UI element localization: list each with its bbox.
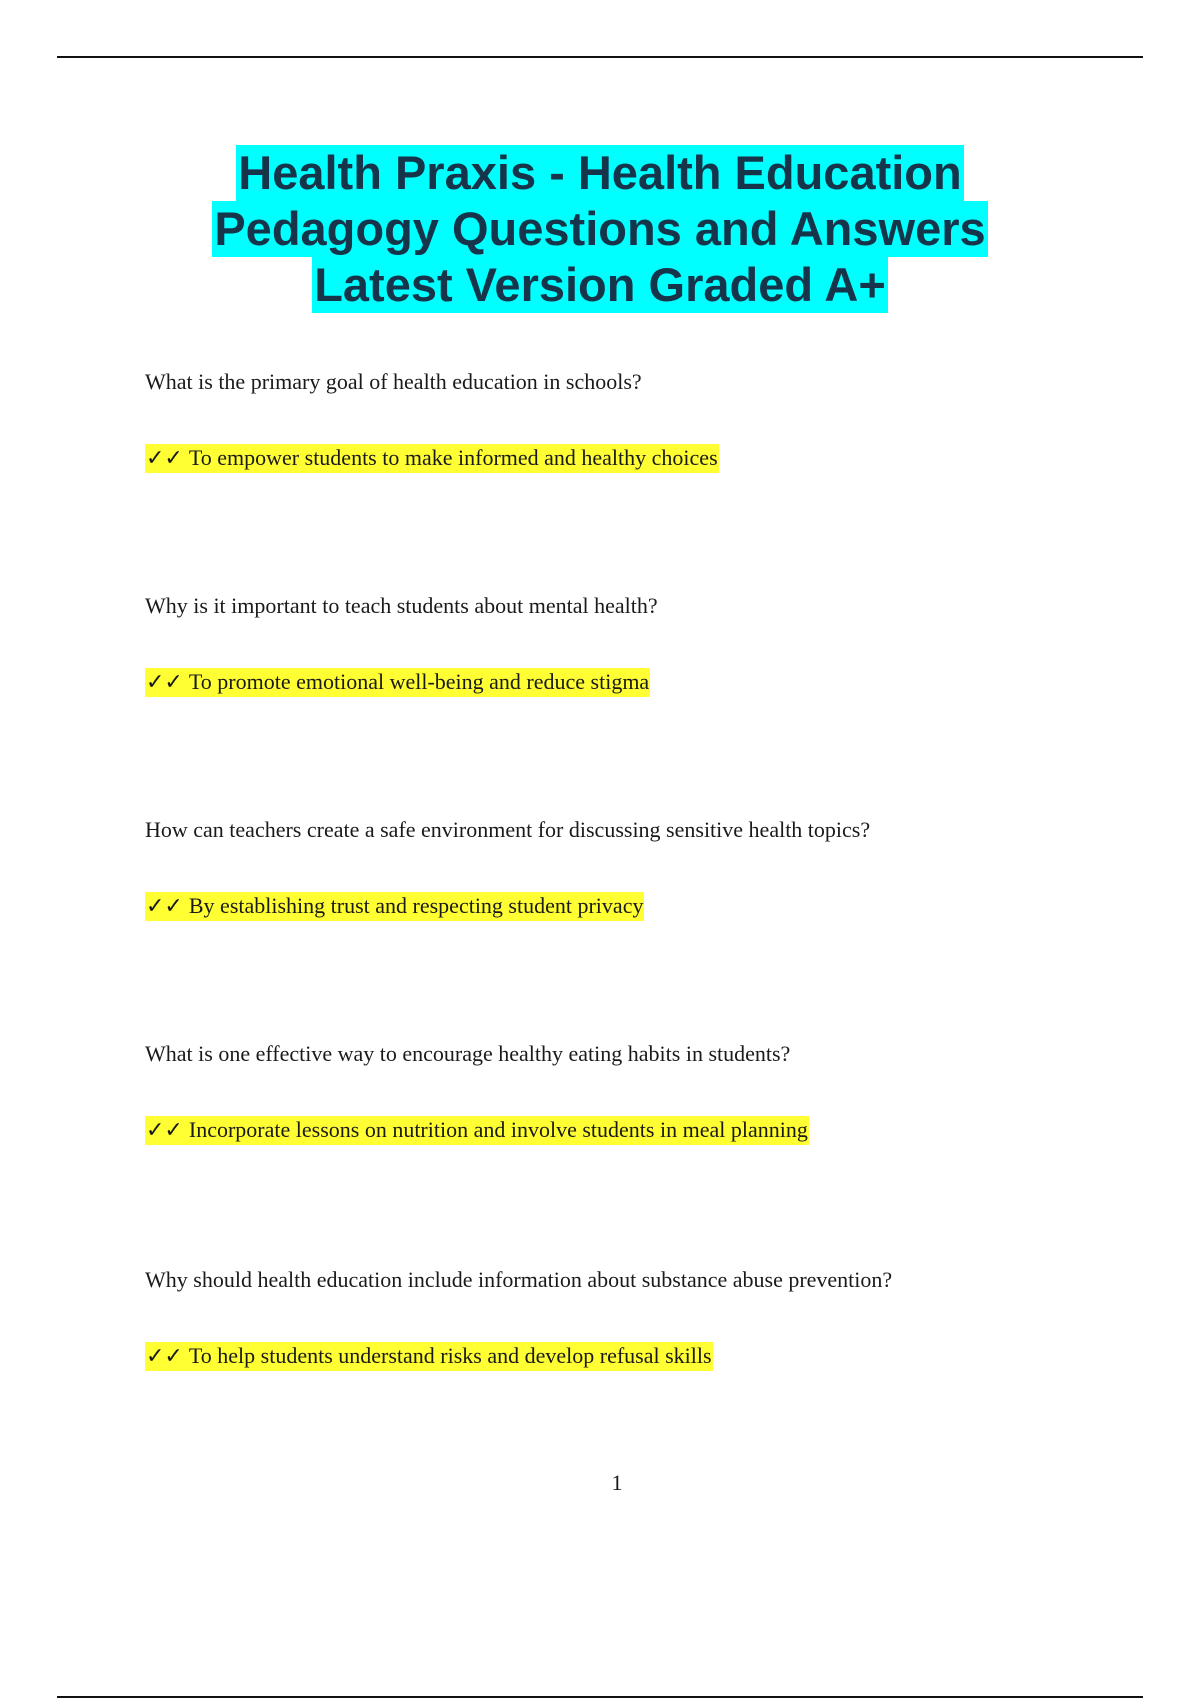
answer [145,1342,1145,1371]
answer [145,444,1145,473]
header-rule [57,56,1143,58]
title-line-3: Latest Version Graded A+ [314,258,886,311]
answer [145,892,1145,921]
answer-highlight [145,892,644,921]
document-title [0,145,1200,313]
question-text: What is the primary goal of health education in schools? [145,369,642,394]
answer-text: Incorporate lessons on nutrition and involve students in meal planning [188,1117,808,1142]
answer-highlight [145,1342,713,1371]
double-check-icon: ✓✓ [146,446,183,471]
qa-item-5 [145,1266,1145,1371]
page-number: 1 [611,1470,623,1495]
answer-highlight [145,444,719,473]
question-text: What is one effective way to encourage healthy eating habits in students? [145,1041,791,1066]
answer-text: To promote emotional well-being and reduce stigma [188,669,650,694]
answer-text: To help students understand risks and develop refusal skills [188,1343,712,1368]
footer-rule [57,1696,1143,1698]
double-check-icon: ✓✓ [146,670,183,695]
answer [145,1116,1145,1145]
qa-item-4 [145,1040,1145,1145]
answer-highlight [145,668,650,697]
qa-item-2 [145,592,1145,697]
qa-item-1 [145,368,1145,473]
question-text: How can teachers create a safe environment for discussing sensitive health topics? [145,817,871,842]
answer [145,668,1145,697]
double-check-icon: ✓✓ [146,1118,183,1143]
answer-text: By establishing trust and respecting student privacy [188,893,644,918]
double-check-icon: ✓✓ [146,894,183,919]
answer-highlight [145,1116,809,1145]
qa-item-3 [145,816,1145,921]
answer-text: To empower students to make informed and healthy choices [188,445,718,470]
double-check-icon: ✓✓ [146,1344,183,1369]
question-text: Why should health education include information about substance abuse prevention? [145,1267,893,1292]
title-line-1: Health Praxis - Health Education [238,146,962,199]
title-line-2: Pedagogy Questions and Answers [214,202,986,255]
question-text: Why is it important to teach students about mental health? [145,593,658,618]
